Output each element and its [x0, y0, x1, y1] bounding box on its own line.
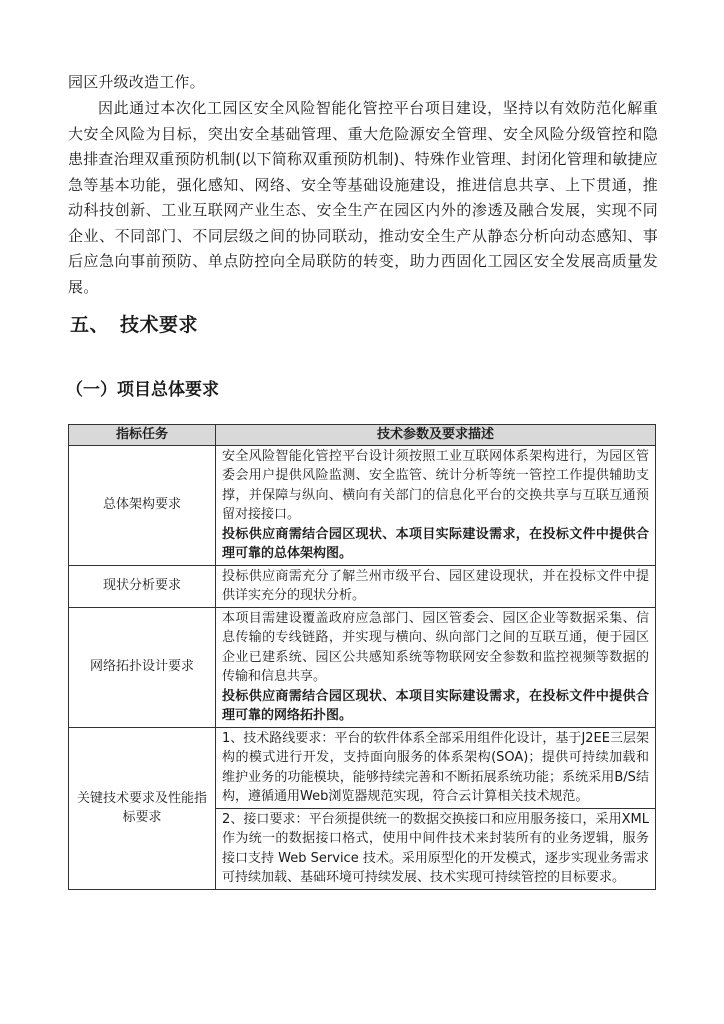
description-text: 本项目需建设覆盖政府应急部门、园区管委会、园区企业等数据采集、信息传输的专线链路，并实现与横向、纵向部门之间的互联互通，便于园区企业已建系统、园区公共感知系统等物联网安全参数和监控视频等数据的传输和信息共享。: [222, 610, 649, 684]
task-cell: 现状分析要求: [69, 565, 216, 607]
task-cell: 网络拓扑设计要求: [69, 607, 216, 727]
table-row: [69, 445, 656, 565]
table-row: [69, 727, 656, 808]
description-bold-text: 投标供应商需结合园区现状、本项目实际建设需求，在投标文件中提供合理可靠的总体架构图。: [222, 526, 649, 561]
description-bold-text: 投标供应商需结合园区现状、本项目实际建设需求，在投标文件中提供合理可靠的网络拓扑图。: [222, 688, 649, 723]
description-cell: [216, 808, 656, 889]
intro-paragraph: 因此通过本次化工园区安全风险智能化管控平台项目建设，坚持以有效防范化解重大安全风险为目标，突出安全基础管理、重大危险源安全管理、安全风险分级管控和隐患排查治理双重预防机制(以下简称双重预防机制)、特殊作业管理、封闭化管理和敏捷应急等基本功能，强化感知、网络、安全等基础设施建设，推进信息共享、上下贯通，推动科技创新、工业互联网产业生态、安全生产在园区内外的渗透及融合发展，实现不同企业、不同部门、不同层级之间的协同联动，推动安全生产从静态分析向动态感知、事后应急向事前预防、单点防控向全局联防的转变，助力西固化工园区安全发展高质量发展。: [68, 99, 658, 296]
header-description: 技术参数及要求描述: [216, 425, 656, 446]
requirements-table: [68, 424, 656, 890]
description-cell: [216, 727, 656, 808]
description-text: 2、接口要求：平台须提供统一的数据交换接口和应用服务接口，采用XML作为统一的数据接口格式，使用中间件技术来封装所有的业务逻辑，服务接口支持 Web Service 技术。采用原型化的开发模式，逐步实现业务需求可持续加载、基础环境可持续发展、技术实现可持续管控的目标要求。: [222, 811, 649, 885]
description-text: 1、技术路线要求：平台的软件体系全部采用组件化设计，基于J2EE三层架构的模式进行开发，支持面向服务的体系架构(SOA)；提供可持续加载和维护业务的功能模块，能够持续完善和不断拓展系统功能；系统采用B/S结构，遵循通用Web浏览器规范实现，符合云计算相关技术规范。: [222, 730, 649, 804]
header-task: 指标任务: [69, 425, 216, 446]
table-header-row: [69, 425, 656, 446]
section-heading: [70, 310, 198, 337]
task-cell: 关键技术要求及性能指标要求: [69, 727, 216, 889]
table-row: [69, 607, 656, 727]
table-row: [69, 565, 656, 607]
section-number: 五、: [70, 314, 110, 336]
description-text: 安全风险智能化管控平台设计须按照工业互联网体系架构进行，为园区管委会用户提供风险监测、安全监管、统计分析等统一管控工作提供辅助支撑，并保障与纵向、横向有关部门的信息化平台的交换共享与互联互通预留对接接口。: [222, 448, 649, 522]
description-text: 投标供应商需充分了解兰州市级平台、园区建设现状，并在投标文件中提供详实充分的现状分析。: [222, 568, 649, 603]
task-cell: 总体架构要求: [69, 445, 216, 565]
description-cell: [216, 445, 656, 565]
section-title: 技术要求: [120, 314, 199, 336]
description-cell: [216, 607, 656, 727]
description-cell: [216, 565, 656, 607]
intro-tail-text: 园区升级改造工作。: [68, 73, 205, 91]
subsection-heading: （一）项目总体要求: [66, 380, 219, 400]
